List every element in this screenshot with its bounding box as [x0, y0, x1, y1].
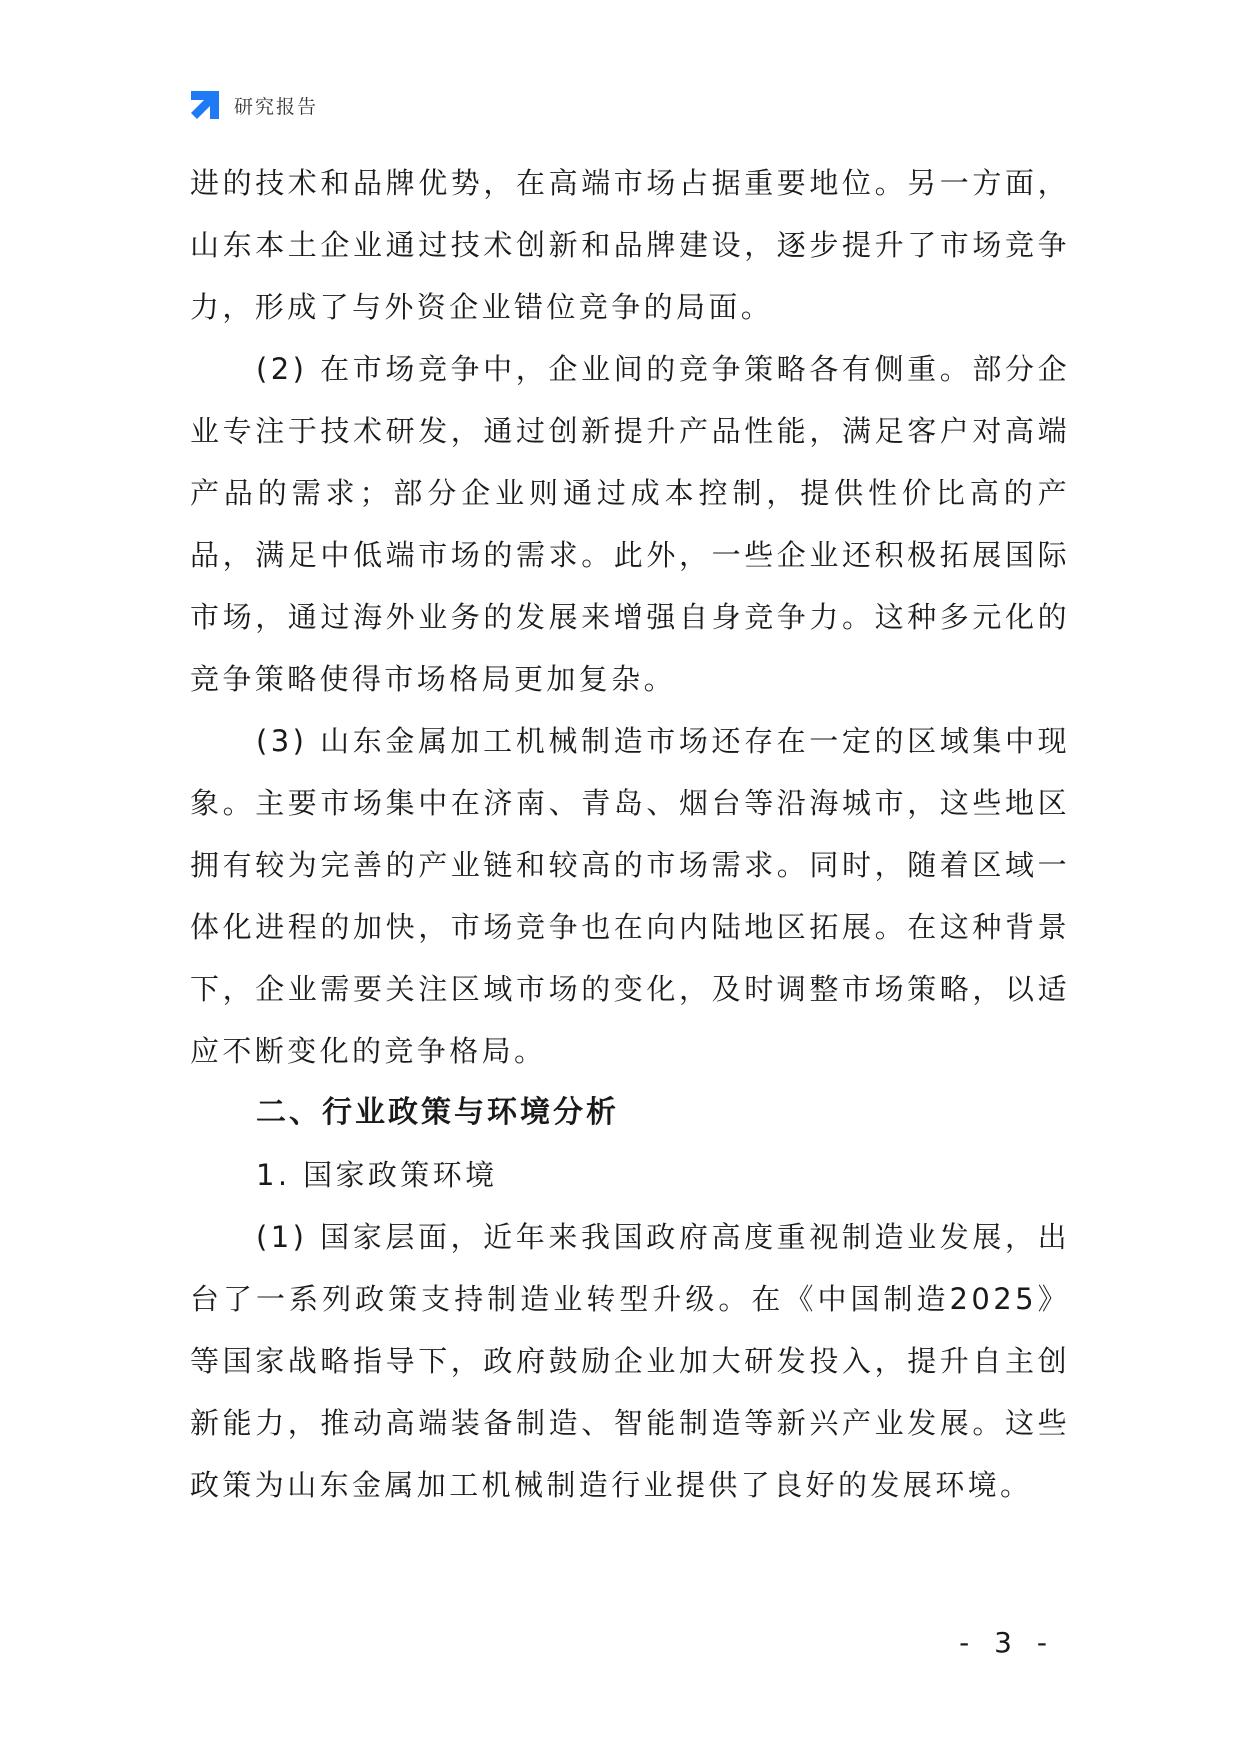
paragraph-continued: 进的技术和品牌优势，在高端市场占据重要地位。另一方面，山东本土企业通过技术创新和品牌建设，逐步提升了市场竞争力，形成了与外资企业错位竞争的局面。 [190, 166, 1070, 324]
paragraph-2: (2) 在市场竞争中，企业间的竞争策略各有侧重。部分企业专注于技术研发，通过创新提升产品性能，满足客户对高端产品的需求；部分企业则通过成本控制，提供性价比高的产品，满足中低端市场的需求。此外，一些企业还积极拓展国际市场，通过海外业务的发展来增强自身竞争力。这种多元化的竞争策略使得市场格局更加复杂。 [190, 352, 1070, 696]
paragraph-4: (1) 国家层面，近年来我国政府高度重视制造业发展，出台了一系列政策支持制造业转型升级。在《中国制造2025》等国家战略指导下，政府鼓励企业加大研发投入，提升自主创新能力，推动高端装备制造、智能制造等新兴产业发展。这些政策为山东金属加工机械制造行业提供了良好的发展环境。 [190, 1220, 1070, 1502]
arrow-logo-icon [188, 88, 222, 122]
header-title: 研究报告 [234, 95, 319, 118]
section-heading: 二、行业政策与环境分析 [256, 1095, 619, 1130]
paragraph-3: (3) 山东金属加工机械制造市场还存在一定的区域集中现象。主要市场集中在济南、青岛、烟台等沿海城市，这些地区拥有较为完善的产业链和较高的市场需求。同时，随着区域一体化进程的加快，市场竞争也在向内陆地区拓展。在这种背景下，企业需要关注区域市场的变化，及时调整市场策略，以适应不断变化的竞争格局。 [190, 724, 1070, 1068]
subsection-heading: 1. 国家政策环境 [256, 1158, 498, 1192]
document-body [190, 152, 1070, 1516]
page-number: - 3 - [959, 1626, 1055, 1659]
page-header [188, 88, 318, 122]
